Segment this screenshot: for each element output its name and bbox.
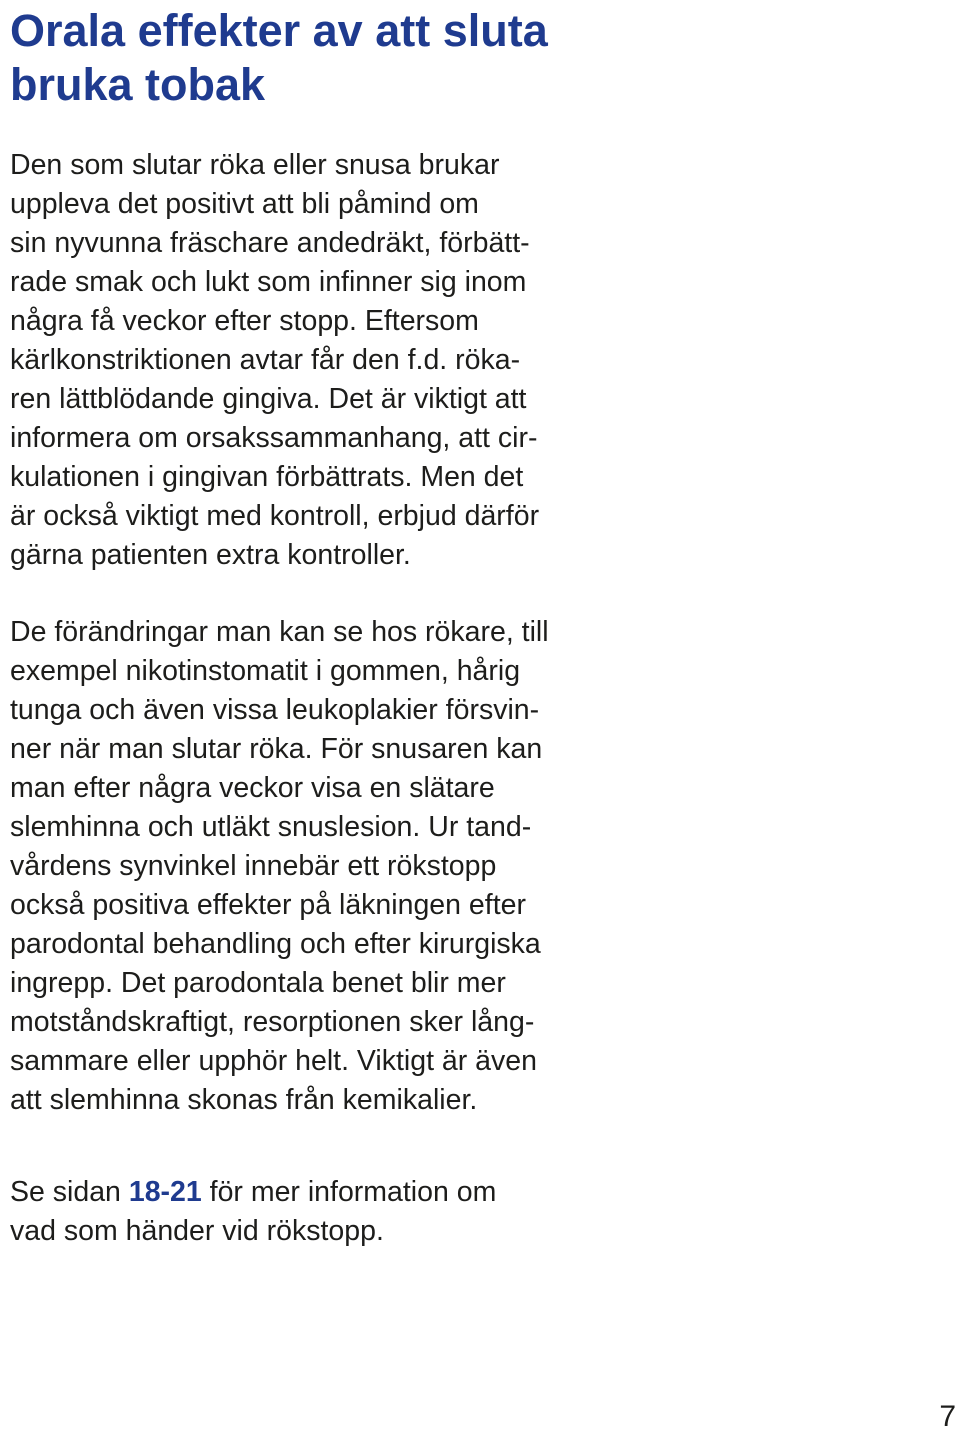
text-line: Den som slutar röka eller snusa brukar [10, 149, 500, 181]
text-line: vad som händer vid rökstopp. [10, 1215, 384, 1247]
text-line: De förändringar man kan se hos rökare, till [10, 616, 549, 648]
text-line: är också viktigt med kontroll, erbjud därför [10, 500, 540, 532]
text-line: ingrepp. Det parodontala benet blir mer [10, 967, 506, 999]
text-line: ner när man slutar röka. För snusaren kan [10, 733, 543, 765]
page-title [10, 4, 630, 112]
paragraph-changes [10, 613, 630, 1120]
text-line: att slemhinna skonas från kemikalier. [10, 1084, 478, 1116]
text-line: sammare eller upphör helt. Viktigt är även [10, 1045, 537, 1077]
see-also-prefix: Se sidan [10, 1176, 129, 1208]
text-line: slemhinna och utläkt snuslesion. Ur tand- [10, 811, 532, 843]
text-line [10, 1173, 630, 1212]
text-line: gärna patienten extra kontroller. [10, 539, 411, 571]
page-reference-link[interactable]: 18-21 [128, 1176, 202, 1208]
text-line: uppleva det positivt att bli påmind om [10, 188, 479, 220]
text-line: tunga och även vissa leukoplakier försvin- [10, 694, 540, 726]
text-line: man efter några veckor visa en slätare [10, 772, 495, 804]
text-line: motståndskraftigt, resorptionen sker lång- [10, 1006, 535, 1038]
text-line: också positiva effekter på läkningen efter [10, 889, 526, 921]
text-line: informera om orsakssammanhang, att cir- [10, 422, 538, 454]
text-line: sin nyvunna fräschare andedräkt, förbätt- [10, 227, 530, 259]
text-line: vårdens synvinkel innebär ett rökstopp [10, 850, 497, 882]
paragraph-see-also [10, 1173, 630, 1251]
title-line: bruka tobak [10, 59, 266, 110]
text-line: kärlkonstriktionen avtar får den f.d. röka- [10, 344, 521, 376]
text-line: parodontal behandling och efter kirurgiska [10, 928, 541, 960]
text-line: exempel nikotinstomatit i gommen, hårig [10, 655, 521, 687]
text-line: rade smak och lukt som infinner sig inom [10, 266, 527, 298]
text-line: ren lättblödande gingiva. Det är viktigt att [10, 383, 527, 415]
page-number: 7 [939, 1400, 956, 1433]
title-line: Orala effekter av att sluta [10, 5, 548, 56]
paragraph-intro [10, 146, 630, 575]
see-also-suffix: för mer information om [201, 1176, 497, 1208]
text-line: kulationen i gingivan förbättrats. Men det [10, 461, 524, 493]
text-line: några få veckor efter stopp. Eftersom [10, 305, 479, 337]
